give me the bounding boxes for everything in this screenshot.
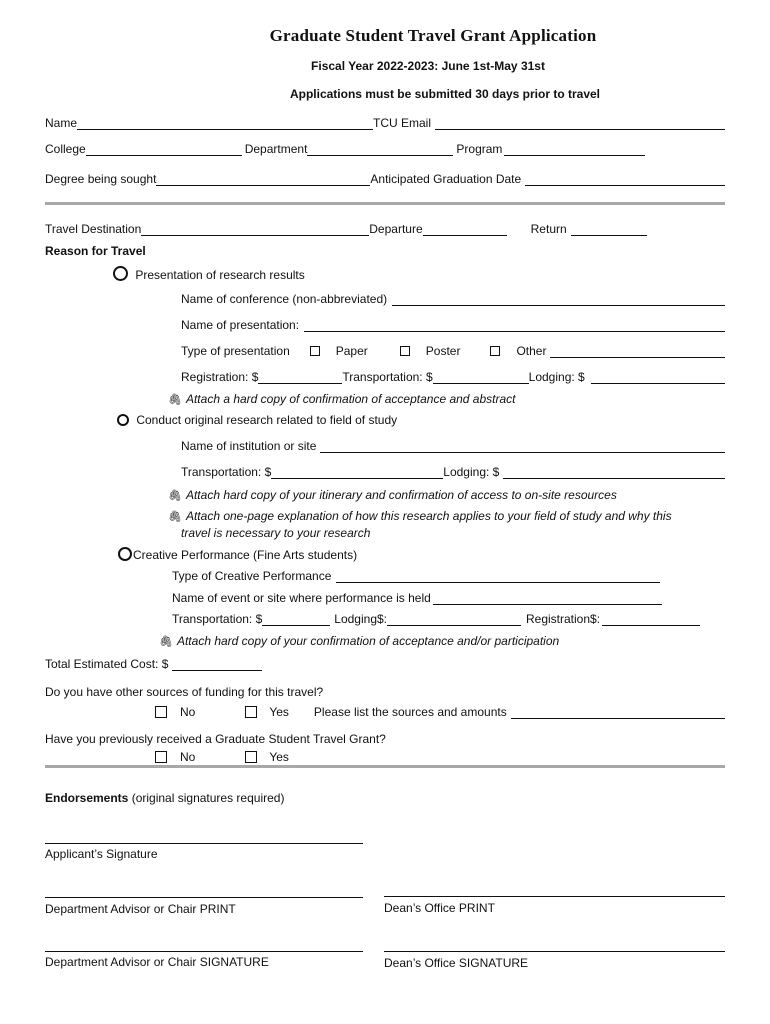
- conference-label: Name of conference (non-abbreviated): [181, 292, 388, 306]
- funding-yes-checkbox[interactable]: [245, 706, 257, 718]
- funding-list-field[interactable]: [511, 707, 725, 719]
- degree-field[interactable]: [156, 174, 370, 186]
- reason-heading: Reason for Travel: [45, 244, 146, 258]
- creative-costs-row: [172, 612, 700, 626]
- poster-label: Poster: [425, 344, 461, 358]
- other-sources-question: Do you have other sources of funding for this travel?: [45, 685, 324, 699]
- dean-signature-label: Dean’s Office SIGNATURE: [384, 956, 529, 970]
- creative-note-text: Attach hard copy of your confirmation of acceptance and/or participation: [176, 634, 560, 648]
- fiscal-year: Fiscal Year 2022-2023: June 1st-May 31st: [311, 59, 545, 73]
- dean-signature-line[interactable]: [384, 951, 725, 952]
- presentation-note-text: Attach a hard copy of confirmation of acceptance and abstract: [185, 392, 516, 406]
- funding-yes-label: Yes: [269, 705, 289, 719]
- other-field[interactable]: [550, 346, 725, 358]
- page-title: Graduate Student Travel Grant Application: [269, 26, 597, 45]
- research-note-2-text: Attach one-page explanation of how this research applies to your field of study and why this: [185, 509, 672, 523]
- previous-grant-answers: [155, 750, 289, 764]
- research-transportation-label: Transportation: $: [181, 465, 272, 479]
- section-divider: [45, 202, 725, 205]
- research-option-label: Conduct original research related to field of study: [136, 413, 398, 427]
- presentation-name-label: Name of presentation:: [181, 318, 300, 332]
- other-label: Other: [516, 344, 547, 358]
- conference-field[interactable]: [392, 294, 725, 306]
- research-note-2: [168, 509, 672, 523]
- applicant-name-row: [45, 116, 725, 130]
- creative-lodging-label: Lodging$:: [334, 612, 387, 626]
- creative-option[interactable]: [118, 547, 357, 562]
- lodging-label: Lodging: $: [528, 370, 585, 384]
- creative-event-label: Name of event or site where performance is held: [172, 591, 431, 605]
- paperclip-icon: 🖇: [168, 511, 182, 523]
- email-label: TCU Email: [373, 116, 432, 130]
- institution-field[interactable]: [320, 441, 725, 453]
- dean-print-label: Dean’s Office PRINT: [384, 901, 495, 915]
- return-field[interactable]: [571, 224, 647, 236]
- presentation-name-row: [181, 318, 725, 332]
- research-note-1: [168, 488, 617, 502]
- college-field[interactable]: [86, 144, 242, 156]
- advisor-signature-line[interactable]: [45, 951, 363, 952]
- presentation-option-label: Presentation of research results: [135, 268, 305, 282]
- other-sources-answers: [155, 705, 725, 719]
- paperclip-icon: 🖇: [168, 394, 182, 406]
- other-checkbox[interactable]: [490, 346, 500, 356]
- creative-registration-field[interactable]: [602, 614, 700, 626]
- registration-label: Registration: $: [181, 370, 259, 384]
- creative-lodging-field[interactable]: [387, 614, 521, 626]
- creative-transportation-label: Transportation: $: [172, 612, 263, 626]
- presentation-type-row: [181, 344, 725, 358]
- endorsements-title: Endorsements: [45, 791, 129, 805]
- return-label: Return: [530, 222, 567, 236]
- research-lodging-label: Lodging: $: [443, 465, 500, 479]
- degree-row: [45, 172, 725, 186]
- paper-checkbox[interactable]: [310, 346, 320, 356]
- deadline-note: Applications must be submitted 30 days prior to travel: [289, 87, 601, 101]
- research-transportation-field[interactable]: [271, 467, 443, 479]
- paperclip-icon: 🖇: [159, 636, 173, 648]
- creative-registration-label: Registration$:: [526, 612, 601, 626]
- section-divider-2: [45, 765, 725, 768]
- creative-event-row: [172, 591, 662, 605]
- previous-no-checkbox[interactable]: [155, 751, 167, 763]
- dean-print-line[interactable]: [384, 896, 725, 897]
- type-label: Type of presentation: [181, 344, 290, 358]
- presentation-costs-row: [181, 370, 725, 384]
- radio-circle-icon[interactable]: [117, 414, 129, 426]
- transportation-label: Transportation: $: [342, 370, 433, 384]
- name-label: Name: [45, 116, 78, 130]
- previous-yes-checkbox[interactable]: [245, 751, 257, 763]
- creative-type-label: Type of Creative Performance: [172, 569, 332, 583]
- creative-transportation-field[interactable]: [262, 614, 330, 626]
- institution-row: [181, 439, 725, 453]
- paperclip-icon: 🖇: [168, 490, 182, 502]
- creative-note: [159, 634, 559, 648]
- poster-checkbox[interactable]: [400, 346, 410, 356]
- graduation-field[interactable]: [525, 174, 725, 186]
- graduation-label: Anticipated Graduation Date: [370, 172, 522, 186]
- funding-no-checkbox[interactable]: [155, 706, 167, 718]
- funding-list-label: Please list the sources and amounts: [313, 705, 507, 719]
- research-lodging-field[interactable]: [503, 467, 725, 479]
- advisor-print-label: Department Advisor or Chair PRINT: [45, 902, 236, 916]
- research-note-1-text: Attach hard copy of your itinerary and confirmation of access to on-site resources: [185, 488, 617, 502]
- departure-field[interactable]: [423, 224, 507, 236]
- research-note-2-cont: travel is necessary to your research: [181, 526, 371, 540]
- total-cost-row: [45, 657, 262, 671]
- radio-circle-icon[interactable]: [118, 547, 132, 561]
- degree-label: Degree being sought: [45, 172, 157, 186]
- presentation-name-field[interactable]: [304, 320, 725, 332]
- destination-field[interactable]: [141, 224, 369, 236]
- funding-no-label: No: [180, 705, 196, 719]
- departure-label: Departure: [369, 222, 423, 236]
- college-row: [45, 142, 645, 156]
- total-cost-label: Total Estimated Cost: $: [45, 657, 169, 671]
- creative-type-row: [172, 569, 660, 583]
- advisor-print-line[interactable]: [45, 897, 363, 898]
- email-field[interactable]: [435, 118, 725, 130]
- previous-grant-question: Have you previously received a Graduate Student Travel Grant?: [45, 732, 386, 746]
- institution-label: Name of institution or site: [181, 439, 317, 453]
- program-label: Program: [456, 142, 503, 156]
- endorsements-heading: [45, 791, 284, 805]
- creative-event-field[interactable]: [433, 593, 662, 605]
- previous-no-label: No: [180, 750, 196, 764]
- applicant-signature-line[interactable]: [45, 843, 363, 844]
- total-cost-field[interactable]: [172, 659, 262, 671]
- radio-circle-icon[interactable]: [113, 266, 128, 281]
- creative-type-field[interactable]: [336, 571, 660, 583]
- conference-row: [181, 292, 725, 306]
- applicant-signature-label: Applicant’s Signature: [45, 847, 158, 861]
- presentation-option[interactable]: [113, 266, 305, 282]
- program-field[interactable]: [504, 144, 645, 156]
- paper-label: Paper: [335, 344, 368, 358]
- registration-field[interactable]: [258, 372, 342, 384]
- travel-row: [45, 222, 665, 236]
- research-costs-row: [181, 465, 725, 479]
- endorsements-note: (original signatures required): [131, 791, 285, 805]
- presentation-note: [168, 392, 516, 406]
- department-field[interactable]: [307, 144, 453, 156]
- research-option[interactable]: [117, 413, 397, 427]
- advisor-signature-label: Department Advisor or Chair SIGNATURE: [45, 955, 269, 969]
- previous-yes-label: Yes: [269, 750, 289, 764]
- creative-option-label: Creative Performance (Fine Arts students): [133, 548, 358, 562]
- lodging-field[interactable]: [591, 372, 725, 384]
- transportation-field[interactable]: [433, 372, 529, 384]
- college-label: College: [45, 142, 86, 156]
- name-field[interactable]: [77, 118, 373, 130]
- destination-label: Travel Destination: [45, 222, 142, 236]
- department-label: Department: [244, 142, 308, 156]
